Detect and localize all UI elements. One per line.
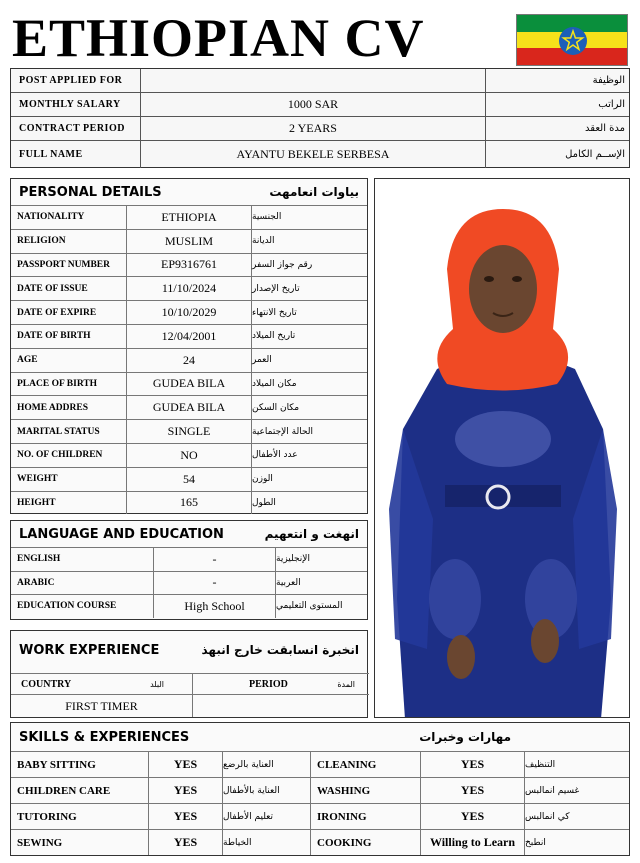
field-value: ETHIOPIA: [127, 206, 252, 229]
field-label-ar: تاريخ الانتهاء: [252, 307, 297, 318]
section-title-ar: مهارات وخبرات: [419, 730, 511, 744]
field-value: SINGLE: [127, 420, 252, 443]
field-label-ar: الإنجليزية: [276, 554, 310, 565]
skill-value: Willing to Learn: [421, 830, 525, 855]
field-label: ARABIC: [11, 572, 154, 595]
field-label-ar: الطول: [252, 497, 276, 508]
job-label: FULL NAME: [11, 141, 141, 168]
skill-row: [11, 777, 629, 803]
skill-label-ar: العناية بالأطفال: [223, 778, 311, 803]
job-info-table: [10, 68, 630, 168]
language-education-section: [10, 520, 368, 620]
skill-label-ar: غسيم انمالبس: [525, 785, 580, 796]
skill-label: TUTORING: [11, 804, 149, 829]
field-label-ar: العربية: [276, 577, 301, 588]
field-label: DATE OF ISSUE: [11, 277, 127, 300]
skill-label: CLEANING: [311, 752, 421, 777]
section-header: [11, 723, 629, 751]
job-label: CONTRACT PERIOD: [11, 117, 141, 140]
job-row: [11, 117, 629, 141]
personal-row: [11, 253, 367, 277]
language-row: [11, 571, 367, 595]
field-value: MUSLIM: [127, 230, 252, 253]
job-label-ar: مدة العقد: [585, 123, 625, 134]
job-label-ar: الإســم الكامل: [565, 149, 625, 160]
personal-row: [11, 419, 367, 443]
job-label: POST APPLIED FOR: [11, 69, 141, 92]
skill-label: WASHING: [311, 778, 421, 803]
skill-label: IRONING: [311, 804, 421, 829]
job-label-ar: الراتب: [598, 99, 625, 110]
job-label-ar: الوظيفة: [592, 75, 625, 86]
personal-row: [11, 443, 367, 467]
country-label: COUNTRY: [21, 678, 72, 690]
field-value: GUDEA BILA: [127, 396, 252, 419]
skill-label-ar: العناية بالرضع: [223, 752, 311, 777]
language-row: [11, 547, 367, 571]
period-label: PERIOD: [249, 678, 288, 690]
skill-label: SEWING: [11, 830, 149, 855]
personal-row: [11, 205, 367, 229]
personal-row: [11, 300, 367, 324]
ethiopian-flag-icon: [516, 14, 628, 66]
field-label-ar: الوزن: [252, 474, 273, 485]
section-title: WORK EXPERIENCE: [19, 642, 160, 658]
section-title: LANGUAGE AND EDUCATION: [19, 526, 224, 542]
candidate-photo: [374, 178, 630, 718]
job-row: [11, 141, 629, 168]
field-label-ar: الحالة الإجتماعية: [252, 426, 313, 437]
language-row: [11, 594, 367, 618]
field-value: NO: [127, 444, 252, 467]
field-label-ar: العمر: [252, 355, 272, 366]
skill-row: [11, 829, 629, 855]
field-label: NO. OF CHILDREN: [11, 444, 127, 467]
personal-row: [11, 276, 367, 300]
work-experience-section: [10, 630, 368, 718]
country-label-ar: البلد: [150, 679, 164, 689]
field-value: -: [154, 572, 276, 595]
section-title-ar: انخبرة انسابقت خارج انبهذ: [201, 643, 359, 657]
field-label-ar: تاريخ الإصدار: [252, 283, 300, 294]
field-value: 24: [127, 349, 252, 372]
field-value: 10/10/2029: [127, 301, 252, 324]
field-label: HOME ADDRES: [11, 396, 127, 419]
skill-value: YES: [421, 804, 525, 829]
skill-value: YES: [421, 778, 525, 803]
field-value: 12/04/2001: [127, 325, 252, 348]
personal-details-section: [10, 178, 368, 514]
cv-title: ETHIOPIAN CV: [12, 8, 425, 68]
field-value: EP9316761: [127, 254, 252, 277]
period-label-ar: المدة: [337, 679, 355, 689]
section-title-ar: بياوات انعامهت: [269, 185, 359, 199]
job-value: AYANTU BEKELE SERBESA: [141, 141, 486, 168]
skill-row: [11, 803, 629, 829]
field-label: RELIGION: [11, 230, 127, 253]
field-value: GUDEA BILA: [127, 373, 252, 396]
section-header: [11, 521, 367, 547]
star-emblem-icon: [559, 27, 587, 55]
field-value: 165: [127, 492, 252, 515]
period-header-cell: [193, 674, 369, 694]
skill-value: YES: [149, 752, 223, 777]
skill-label-ar: تعليم الأطفال: [223, 804, 311, 829]
candidate-portrait-icon: [375, 179, 630, 718]
section-header: [11, 179, 367, 205]
personal-row: [11, 348, 367, 372]
field-value: 11/10/2024: [127, 277, 252, 300]
personal-row: [11, 372, 367, 396]
section-title: PERSONAL DETAILS: [19, 184, 162, 200]
field-value: 54: [127, 468, 252, 491]
field-label: DATE OF EXPIRE: [11, 301, 127, 324]
field-label-ar: عدد الأطفال: [252, 450, 298, 461]
field-label: MARITAL STATUS: [11, 420, 127, 443]
skill-label-ar: انطبخ: [525, 837, 546, 848]
skill-label: COOKING: [311, 830, 421, 855]
personal-row: [11, 229, 367, 253]
country-header-cell: [11, 674, 193, 694]
job-value: 2 YEARS: [141, 117, 486, 140]
field-label: HEIGHT: [11, 492, 127, 515]
work-country-entry: FIRST TIMER: [11, 695, 193, 717]
job-row: [11, 93, 629, 117]
work-header-row: [11, 673, 369, 695]
field-label: PLACE OF BIRTH: [11, 373, 127, 396]
job-label: MONTHLY SALARY: [11, 93, 141, 116]
field-label: PASSPORT NUMBER: [11, 254, 127, 277]
skill-value: YES: [421, 752, 525, 777]
skill-label-ar: التنظيف: [525, 759, 556, 770]
job-row: [11, 69, 629, 93]
personal-row: [11, 467, 367, 491]
field-label: EDUCATION COURSE: [11, 595, 154, 618]
skill-label: BABY SITTING: [11, 752, 149, 777]
personal-row: [11, 324, 367, 348]
field-label: DATE OF BIRTH: [11, 325, 127, 348]
field-label-ar: الديانة: [252, 236, 275, 247]
job-value: 1000 SAR: [141, 93, 486, 116]
field-label-ar: مكان الميلاد: [252, 378, 297, 389]
skills-experiences-section: [10, 722, 630, 856]
skill-label-ar: كي انمالبس: [525, 811, 570, 822]
personal-row: [11, 491, 367, 515]
field-label: WEIGHT: [11, 468, 127, 491]
field-label: AGE: [11, 349, 127, 372]
field-value: -: [154, 548, 276, 571]
field-label: NATIONALITY: [11, 206, 127, 229]
job-value: [141, 69, 486, 92]
section-title-ar: انهغت و انتعهيم: [264, 527, 359, 541]
skill-label-ar: الخياطة: [223, 830, 311, 855]
skill-label: CHILDREN CARE: [11, 778, 149, 803]
section-header: [11, 631, 367, 669]
field-value: High School: [154, 595, 276, 618]
field-label-ar: مكان السكن: [252, 402, 300, 413]
field-label-ar: تاريخ الميلاد: [252, 331, 296, 342]
skill-row: [11, 751, 629, 777]
field-label-ar: رقم جواز السفر: [252, 259, 313, 270]
skill-value: YES: [149, 830, 223, 855]
skill-value: YES: [149, 778, 223, 803]
field-label-ar: المستوى التعليمي: [276, 601, 343, 612]
field-label: ENGLISH: [11, 548, 154, 571]
field-label-ar: الجنسية: [252, 212, 282, 223]
skill-value: YES: [149, 804, 223, 829]
section-title: SKILLS & EXPERIENCES: [19, 729, 190, 745]
personal-row: [11, 395, 367, 419]
